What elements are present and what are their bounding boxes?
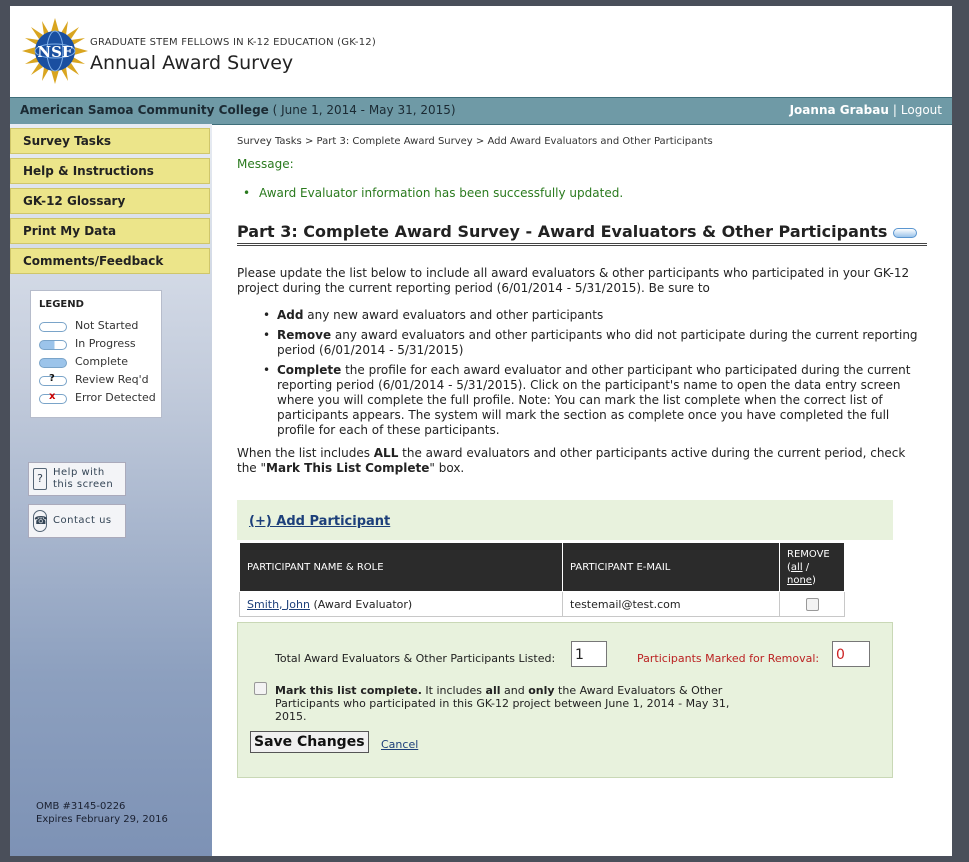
- reporting-period: ( June 1, 2014 - May 31, 2015): [272, 103, 456, 117]
- omb-info: [36, 800, 168, 826]
- col-remove-header: REMOVE (all / none): [780, 543, 845, 592]
- nsf-logo: [22, 18, 88, 84]
- legend-label: Complete: [75, 355, 129, 368]
- table-header-row: [240, 543, 845, 592]
- error-detected-icon: x: [39, 394, 67, 404]
- marked-removal-label: Participants Marked for Removal:: [637, 652, 820, 665]
- mark-complete-label: Mark this list complete. It includes all and only the Award Evaluators & Other Participants who participated in this GK-12 project between June 1, 2014 - May 31, 2015.: [275, 684, 730, 723]
- status-legend: [30, 290, 162, 418]
- col-email-header: PARTICIPANT E-MAIL: [563, 543, 780, 592]
- instruction-list: [277, 308, 927, 443]
- program-title: Annual Award Survey: [90, 52, 294, 74]
- remove-none-link[interactable]: none: [787, 574, 812, 586]
- remove-cell: [780, 592, 845, 617]
- breadcrumb-survey-tasks[interactable]: Survey Tasks: [237, 136, 302, 147]
- list-item: • Add any new award evaluators and other participants: [277, 308, 927, 323]
- success-message: • Award Evaluator information has been successfully updated.: [259, 186, 623, 200]
- add-participant-panel: [237, 500, 893, 540]
- legend-label: Error Detected: [75, 391, 156, 404]
- nav-print-my-data[interactable]: Print My Data: [10, 218, 210, 244]
- svg-text:NSF: NSF: [37, 43, 73, 61]
- help-with-screen-button[interactable]: [28, 462, 126, 496]
- title-bar: [10, 97, 952, 125]
- cancel-link[interactable]: Cancel: [381, 738, 419, 751]
- nav-help-instructions[interactable]: Help & Instructions: [10, 158, 210, 184]
- omb-number: OMB #3145-0226: [36, 801, 126, 812]
- marked-removal-field: 0: [832, 641, 870, 667]
- list-item: • Remove any award evaluators and other participants who did not participate during the current reporting period (6/01/2014 - 5/31/2015): [277, 328, 927, 358]
- breadcrumb-part-3[interactable]: Part 3: Complete Award Survey: [316, 136, 473, 147]
- breadcrumb: [237, 136, 713, 147]
- breadcrumb-separator: >: [304, 136, 314, 147]
- logout-link[interactable]: Logout: [900, 103, 942, 117]
- in-progress-icon: [39, 340, 67, 350]
- page-frame: [10, 6, 952, 856]
- message-label: Message:: [237, 157, 294, 171]
- add-participant-link[interactable]: (+) Add Participant: [249, 514, 391, 529]
- save-changes-button[interactable]: Save Changes: [250, 731, 369, 753]
- total-listed-field: 1: [571, 641, 607, 667]
- legend-label: In Progress: [75, 337, 136, 350]
- breadcrumb-separator: >: [475, 136, 485, 147]
- review-required-icon: ?: [39, 376, 67, 386]
- omb-expiration: Expires February 29, 2016: [36, 814, 168, 825]
- mark-complete-checkbox[interactable]: [254, 682, 267, 695]
- list-item: • Complete the profile for each award evaluator and other participant who participated during the current reporting period (6/01/2014 - 5/31/2015). Click on the participant's name to open the data entry screen where you will complete the full profile. Note: You can mark the list complete when the correct list of participants appears. The system will mark the section as complete once you have completed the full profile for each of these participants.: [277, 363, 927, 438]
- legend-label: Not Started: [75, 319, 139, 332]
- user-info: [790, 103, 942, 117]
- user-separator: |: [892, 103, 897, 117]
- intro-text: Please update the list below to include all award evaluators & other participants who participated in your GK-12 project during the current reporting period (6/01/2014 - 5/31/2015). Be sure to: [237, 266, 910, 295]
- page-header: [10, 6, 952, 94]
- legend-title: LEGEND: [39, 299, 84, 310]
- not-started-icon: [39, 322, 67, 332]
- participants-table: [239, 542, 845, 617]
- breadcrumb-current: Add Award Evaluators and Other Participants: [487, 136, 713, 147]
- nav-glossary[interactable]: GK-12 Glossary: [10, 188, 210, 214]
- nav-survey-tasks[interactable]: Survey Tasks: [10, 128, 210, 154]
- page-title: [237, 222, 927, 246]
- col-name-header: PARTICIPANT NAME & ROLE: [240, 543, 563, 592]
- participant-name-cell: [240, 592, 563, 617]
- total-listed-label: Total Award Evaluators & Other Participants Listed:: [275, 652, 556, 665]
- participant-role: (Award Evaluator): [313, 597, 413, 611]
- legend-label: Review Req'd: [75, 373, 149, 386]
- help-button-label: Help with this screen: [53, 467, 114, 490]
- contact-us-label: Contact us: [53, 515, 112, 526]
- user-name: Joanna Grabau: [789, 103, 889, 117]
- remove-all-link[interactable]: all: [790, 561, 803, 573]
- nav-comments-feedback[interactable]: Comments/Feedback: [10, 248, 210, 274]
- participant-name-link[interactable]: Smith, John: [247, 597, 310, 611]
- organization-name: American Samoa Community College: [20, 103, 269, 117]
- sidebar-nav: [10, 128, 212, 278]
- participant-email: testemail@test.com: [563, 592, 780, 617]
- complete-icon: [39, 358, 67, 368]
- table-row: [240, 592, 845, 617]
- contact-us-button[interactable]: [28, 504, 126, 538]
- phone-icon: ☎: [33, 510, 47, 532]
- list-summary-panel: [237, 622, 893, 778]
- remove-checkbox[interactable]: [806, 598, 819, 611]
- closing-instruction: When the list includes ALL the award evaluators and other participants active during the current period, check the "Mark This List Complete" box.: [237, 446, 906, 475]
- page-title-text: Part 3: Complete Award Survey - Award Evaluators & Other Participants: [237, 222, 888, 241]
- program-subtitle: GRADUATE STEM FELLOWS IN K-12 EDUCATION (GK-12): [90, 37, 376, 48]
- help-icon: ?: [33, 468, 47, 490]
- organization-info: [20, 103, 456, 117]
- sidebar: [10, 124, 212, 856]
- in-progress-status-icon: [893, 228, 917, 238]
